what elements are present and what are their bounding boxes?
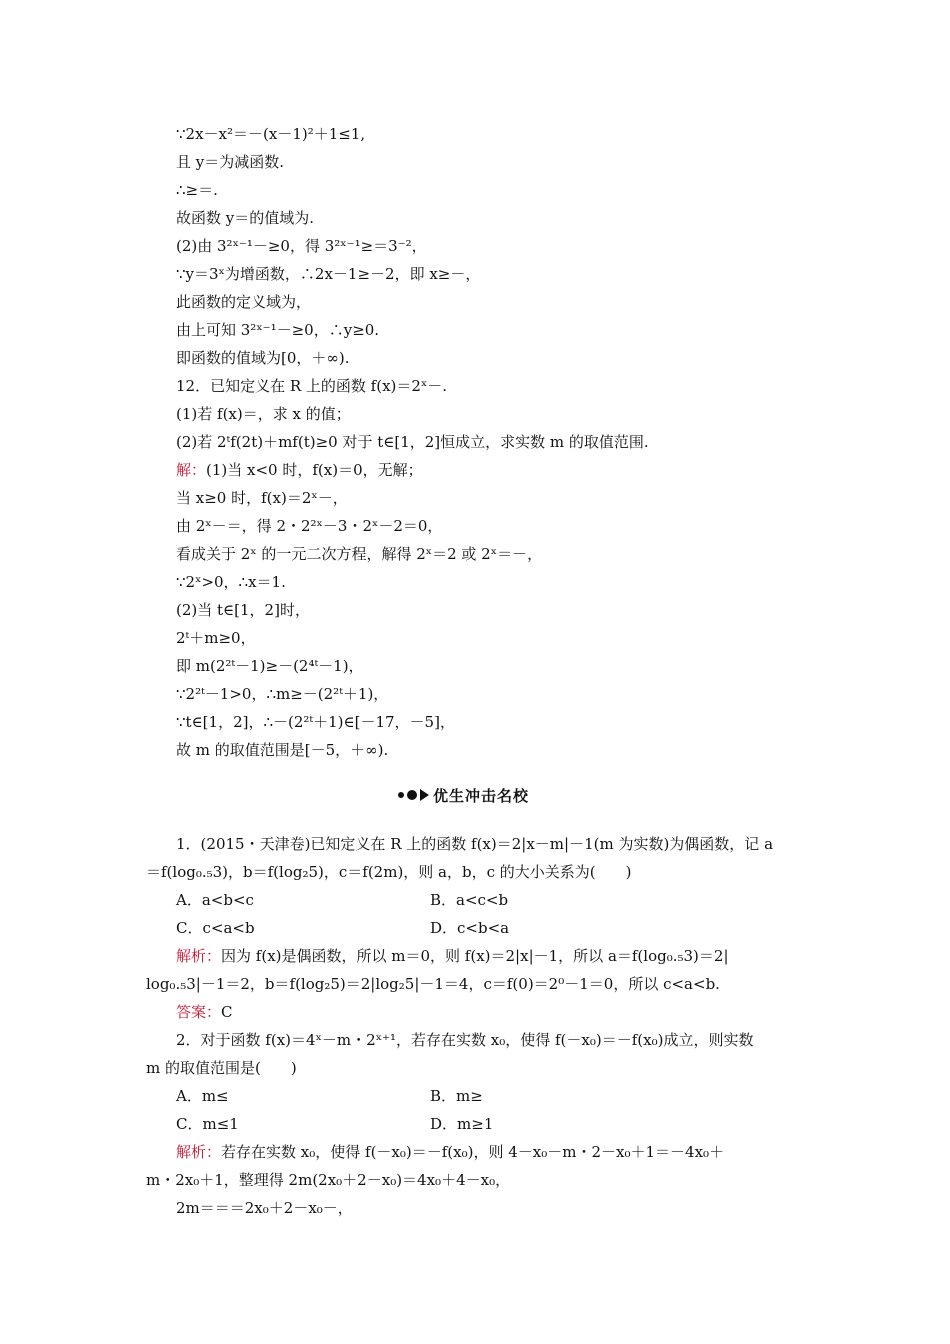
solution-text: 2ᵗ＋m≥0， bbox=[176, 629, 256, 647]
solution-text: ∵t∈[1，2]，∴－(2²ᵗ＋1)∈[－17，－5]， bbox=[176, 713, 455, 731]
q2-option-c: C．m≤1 bbox=[176, 1115, 239, 1133]
answer-value: C bbox=[221, 1003, 233, 1021]
solution-text: 故 m 的取值范围是[－5，＋∞). bbox=[176, 741, 389, 759]
solution-text: 12．已知定义在 R 上的函数 f(x)＝2ˣ－. bbox=[176, 377, 448, 395]
q2-analysis-line3: 2m＝＝＝2x₀＋2－x₀－， bbox=[176, 1199, 353, 1217]
solution-line bbox=[176, 712, 455, 732]
solution-text: ∵2x－x²＝－(x－1)²＋1≤1, bbox=[176, 125, 366, 143]
q1-option-d: D．c<b<a bbox=[430, 919, 510, 937]
q2-option-b: B．m≥ bbox=[430, 1087, 483, 1105]
analysis-label: 解析： bbox=[176, 947, 222, 965]
solution-line bbox=[176, 180, 218, 200]
analysis-label: 解析： bbox=[176, 1143, 222, 1161]
q1-analysis-line1 bbox=[176, 946, 729, 966]
solution-text: ∵y＝3ˣ为增函数，∴2x－1≥－2，即 x≥－， bbox=[176, 265, 481, 283]
solution-line bbox=[176, 656, 364, 676]
analysis-text: 若存在实数 x₀，使得 f(－x₀)＝－f(x₀)，则 4－x₀－m・2－x₀＋1＝－4x₀＋ bbox=[221, 1143, 725, 1161]
solution-line bbox=[176, 516, 442, 536]
small-dot-icon bbox=[398, 792, 404, 798]
solution-line bbox=[176, 544, 542, 564]
solution-text: ∵2²ᵗ－1>0，∴m≥－(2²ᵗ＋1)， bbox=[176, 685, 389, 703]
q2-stem-line2: m 的取值范围是( ) bbox=[146, 1059, 297, 1077]
q2-option-a: A．m≤ bbox=[176, 1087, 229, 1105]
solution-text: (1)当 x<0 时，f(x)＝0，无解； bbox=[206, 461, 423, 479]
solution-line bbox=[176, 208, 314, 228]
solution-text: 当 x≥0 时，f(x)＝2ˣ－， bbox=[176, 489, 348, 507]
solution-text: (2)由 3²ˣ⁻¹－≥0，得 3²ˣ⁻¹≥＝3⁻²， bbox=[176, 237, 427, 255]
q2-analysis-line1 bbox=[176, 1142, 724, 1162]
solution-line bbox=[176, 376, 447, 396]
solution-text: 且 y＝为减函数. bbox=[176, 153, 285, 171]
q1-answer bbox=[176, 1002, 233, 1022]
q1-stem-line1: 1．(2015・天津卷)已知定义在 R 上的函数 f(x)＝2|x－m|－1(m 为实数)为偶函数，记 a bbox=[176, 835, 774, 853]
solution-line bbox=[176, 404, 351, 424]
analysis-text: 因为 f(x)是偶函数，所以 m＝0，则 f(x)＝2|x|－1，所以 a＝f(log₀.₅3)＝2| bbox=[221, 947, 729, 965]
solution-line bbox=[176, 600, 310, 620]
solution-text: (2)当 t∈[1，2]时， bbox=[176, 601, 310, 619]
q2-analysis-line2: m・2x₀＋1，整理得 2m(2x₀＋2－x₀)＝4x₀＋4－x₀， bbox=[146, 1171, 511, 1189]
solution-line bbox=[176, 684, 388, 704]
solution-line bbox=[176, 264, 480, 284]
solution-line bbox=[176, 432, 649, 452]
solution-line bbox=[176, 488, 348, 508]
large-dot-icon bbox=[407, 790, 417, 800]
section-banner bbox=[398, 784, 529, 806]
q2-stem-line1: 2．对于函数 f(x)＝4ˣ－m・2ˣ⁺¹，若存在实数 x₀，使得 f(－x₀)＝－f(x₀)成立，则实数 bbox=[176, 1031, 754, 1049]
solution-line bbox=[176, 152, 284, 172]
solution-text: 故函数 y＝的值域为. bbox=[176, 209, 315, 227]
solution-text: 由上可知 3²ˣ⁻¹－≥0，∴y≥0. bbox=[176, 321, 380, 339]
q1-stem-line2: ＝f(log₀.₅3)，b＝f(log₂5)，c＝f(2m)，则 a，b，c 的大小关系为( ) bbox=[146, 863, 632, 881]
solution-text: 即 m(2²ᵗ－1)≥－(2⁴ᵗ－1)， bbox=[176, 657, 364, 675]
solution-line bbox=[176, 320, 379, 340]
solution-text: 此函数的定义域为， bbox=[176, 293, 312, 311]
q1-option-b: B．a<c<b bbox=[430, 891, 509, 909]
q1-analysis-line2: log₀.₅3|－1＝2，b＝f(log₂5)＝2|log₂5|－1＝4，c＝f(0)＝2⁰－1＝0，所以 c<a<b. bbox=[146, 975, 720, 993]
solution-text: (2)若 2ᵗf(2t)＋mf(t)≥0 对于 t∈[1，2]恒成立，求实数 m 的取值范围. bbox=[176, 433, 649, 451]
solution-label: 解： bbox=[176, 461, 207, 479]
solution-text: (1)若 f(x)＝，求 x 的值； bbox=[176, 405, 351, 423]
solution-line bbox=[176, 236, 427, 256]
answer-label: 答案： bbox=[176, 1003, 222, 1021]
solution-line bbox=[176, 628, 256, 648]
solution-text: 即函数的值域为[0，＋∞). bbox=[176, 349, 350, 367]
solution-text: ∴≥＝. bbox=[176, 181, 218, 199]
q1-option-c: C．c<a<b bbox=[176, 919, 255, 937]
solution-line bbox=[176, 348, 350, 368]
q2-option-d: D．m≥1 bbox=[430, 1115, 494, 1133]
solution-line bbox=[176, 460, 423, 480]
solution-text: ∵2ˣ>0，∴x＝1. bbox=[176, 573, 286, 591]
q1-option-a: A．a<b<c bbox=[176, 891, 254, 909]
solution-line bbox=[176, 292, 311, 312]
solution-text: 由 2ˣ－＝，得 2・2²ˣ－3・2ˣ－2＝0， bbox=[176, 517, 443, 535]
solution-line bbox=[176, 572, 286, 592]
solution-line bbox=[176, 124, 365, 144]
solution-text: 看成关于 2ˣ 的一元二次方程，解得 2ˣ＝2 或 2ˣ＝－， bbox=[176, 545, 543, 563]
banner-title: 优生冲击名校 bbox=[433, 786, 530, 805]
triangle-arrow-icon bbox=[420, 789, 429, 801]
solution-line bbox=[176, 740, 388, 760]
